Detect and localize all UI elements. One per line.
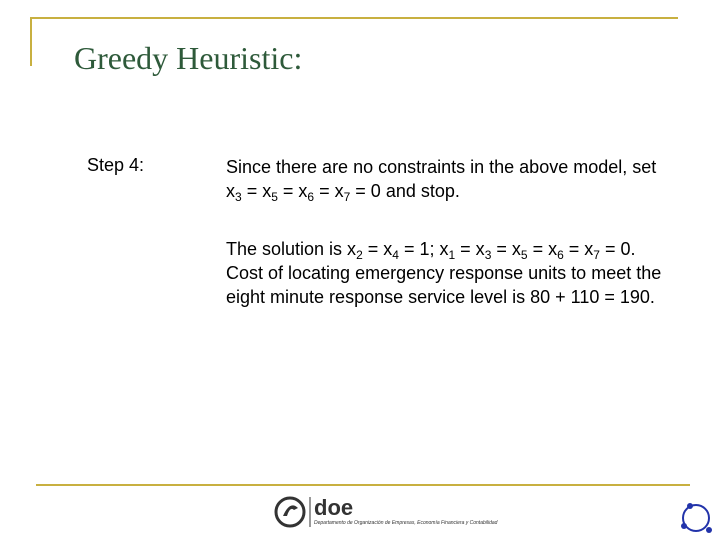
footer-line <box>36 484 690 486</box>
decorative-circle-icon <box>676 498 716 538</box>
slide-title: Greedy Heuristic: <box>74 40 303 76</box>
paragraph-solution: The solution is $x_2 = x_4 = 1$; $x_1 = x_3 = x_5 = x_6 = x_7 = 0$. Cost of locating emergency response units to meet the eight minute response service level is 80 + 110 = 190. <box>226 239 662 307</box>
step-label: Step 4: <box>87 155 145 175</box>
department-logo <box>274 494 534 530</box>
paragraph-step-instruction: Since there are no constraints in the above model, set $x_3 = x_5 = x_6 = x_7 = 0$ and stop. <box>226 157 657 204</box>
logo-caption: Departamento de Organización de Empresas, Economía Financiera y Contabilidad <box>314 520 498 526</box>
logo-text: doe <box>314 495 354 520</box>
frame-top-line <box>30 17 678 19</box>
logo-emblem-icon <box>276 498 304 526</box>
frame-left-line <box>30 17 32 66</box>
